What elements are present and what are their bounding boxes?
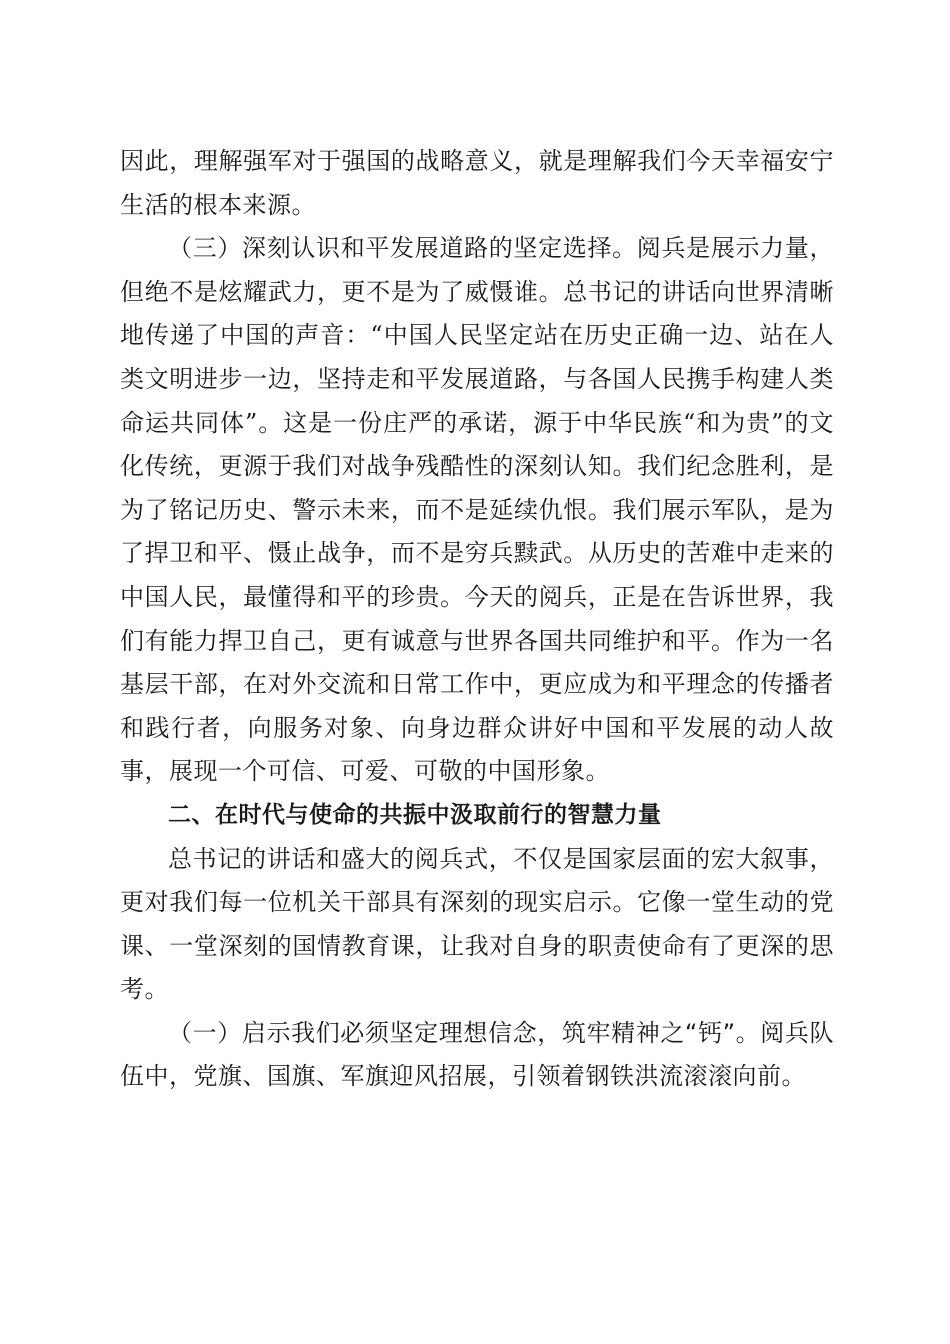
paragraph-text: 阅兵是展示力量，但绝不是炫耀武力，更不是为了威慑谁。总书记的讲话向世界清晰地传递了中国的声音：“中国人民坚定站在历史正确一边、站在人类文明进步一边，坚持走和平发展道路，与各国人民携手构建人类命运共同体”。这是一份庄严的承诺，源于中华民族“和为贵”的文化传统，更源于我们对战争残酷性的深刻认知。我们纪念胜利，是为了铭记历史、警示未来，而不是延续仇恨。我们展示军队，是为了捍卫和平、慑止战争，而不是穷兵黩武。从历史的苦难中走来的中国人民，最懂得和平的珍贵。今天的阅兵，正是在告诉世界，我们有能力捍卫自己，更有诚意与世界各国共同维护和平。作为一名基层干部，在对外交流和日常工作中，更应成为和平理念的传播者和践行者，向服务对象、向身边群众讲好中国和平发展的动人故事，展现一个可信、可爱、可敬的中国形象。 <box>120 234 835 786</box>
paragraph-text: 总书记的讲话和盛大的阅兵式，不仅是国家层面的宏大叙事，更对我们每一位机关干部具有深刻的现实启示。它像一堂生动的党课、一堂深刻的国情教育课，让我对自身的职责使命有了更深的思考。 <box>120 844 834 1004</box>
paragraph-intro-2 <box>120 838 834 1012</box>
section-heading-2: 二、在时代与使命的共振中汲取前行的智慧力量 <box>168 801 662 828</box>
paragraph-section-3 <box>120 227 834 794</box>
paragraph-text: 阅兵队伍中，党旗、国旗、军旗迎风招展，引领着钢铁洪流滚滚向前。 <box>120 1018 834 1091</box>
paragraph-text: 因此，理解强军对于强国的战略意义，就是理解我们今天幸福安宁生活的根本来源。 <box>120 147 834 219</box>
paragraph-subsection-1 <box>120 1012 834 1099</box>
document-body <box>120 140 834 1099</box>
subsection-lead-heading: （一）启示我们必须坚定理想信念，筑牢精神之“钙”。 <box>168 1018 761 1047</box>
section-lead-heading: （三）深刻认识和平发展道路的坚定选择。 <box>168 234 637 263</box>
paragraph-continuation <box>120 140 834 227</box>
